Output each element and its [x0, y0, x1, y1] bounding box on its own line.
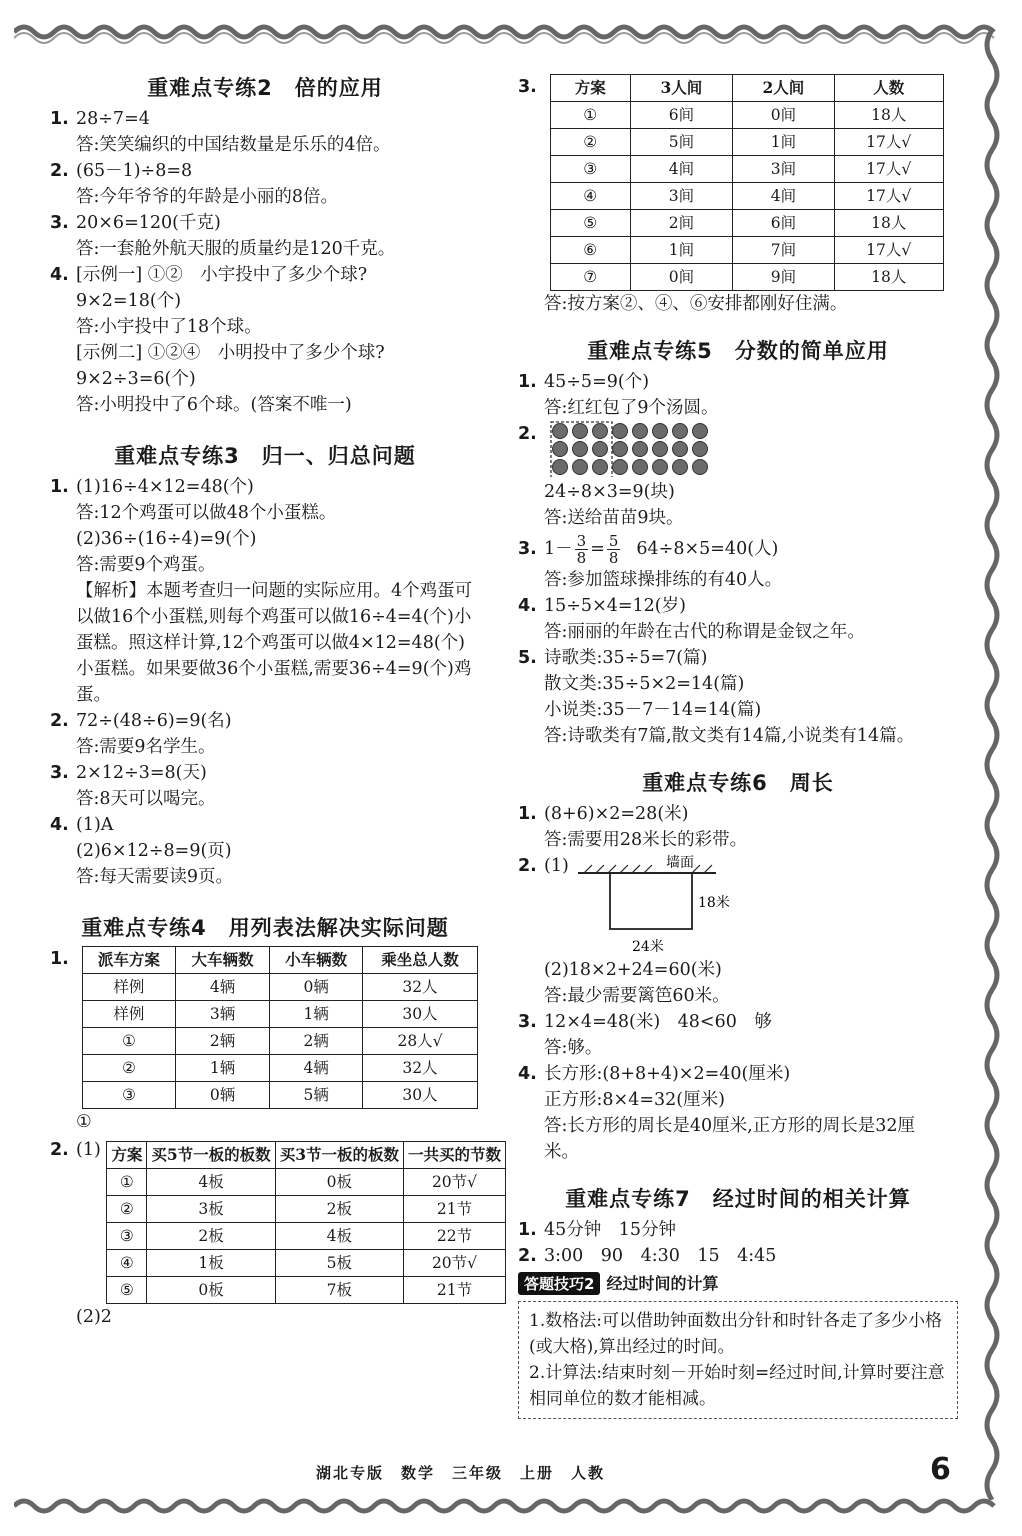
equation: (65－1)÷8=8 — [76, 161, 193, 181]
dot — [632, 460, 647, 475]
answer: 答:一套舱外航天服的质量约是120千克。 — [76, 239, 396, 259]
dot — [652, 424, 667, 439]
question-number: 3. — [518, 539, 537, 559]
table-cell: ② — [550, 129, 630, 156]
table-cell: 30人 — [363, 1082, 477, 1109]
table-row — [550, 102, 943, 129]
sub-question: (1) — [76, 1140, 101, 1160]
top-border — [14, 20, 1008, 44]
fraction — [607, 533, 621, 566]
question-number: 1. — [50, 477, 69, 497]
table-cell: 28人√ — [363, 1028, 477, 1055]
question-number: 2. — [50, 711, 69, 731]
answer: 45分钟 15分钟 — [544, 1220, 677, 1240]
table-cell: 4间 — [732, 183, 834, 210]
tip-title: 经过时间的计算 — [606, 1274, 719, 1293]
answer: 答:今年爷爷的年龄是小丽的8倍。 — [76, 187, 339, 207]
bottom-length-label: 24米 — [632, 939, 664, 955]
table-cell: 17人√ — [834, 237, 943, 264]
numerator: 3 — [576, 532, 587, 550]
answer: 答:每天需要读9页。 — [76, 867, 234, 887]
table-cell: 0辆 — [269, 974, 363, 1001]
table-cell: 0辆 — [176, 1082, 270, 1109]
table-row — [550, 129, 943, 156]
section-title-2: 重难点专练2 倍的应用 — [147, 76, 383, 100]
denominator: 8 — [576, 549, 587, 567]
table-cell: 4板 — [275, 1223, 403, 1250]
equation: 15÷5×4=12(岁) — [544, 596, 686, 616]
dot — [672, 424, 687, 439]
table-row — [82, 1055, 477, 1082]
table-row — [550, 183, 943, 210]
equation: 64÷8×5=40(人) — [636, 539, 779, 559]
answer: 答:丽丽的年龄在古代的称谓是金钗之年。 — [544, 622, 865, 642]
right-border — [978, 30, 1008, 1500]
question-number: 5. — [518, 648, 537, 668]
dot — [552, 442, 567, 457]
question-number: 1. — [518, 804, 537, 824]
table-row — [107, 1250, 506, 1277]
footer: 湖北专版 数学 三年级 上册 人教 — [316, 1464, 606, 1482]
table-cell: 2板 — [147, 1223, 275, 1250]
section-title-3: 重难点专练3 归一、归总问题 — [114, 444, 416, 468]
table-header-cell: 一共买的节数 — [403, 1142, 505, 1169]
table-cell: 6间 — [732, 210, 834, 237]
table-cell: 32人 — [363, 1055, 477, 1082]
table-cell: 7间 — [732, 237, 834, 264]
equation: 12×4=48(米) 48<60 够 — [544, 1012, 772, 1032]
dot-grid — [550, 421, 720, 477]
table-cell: 3间 — [732, 156, 834, 183]
question-number: 1. — [518, 1220, 537, 1240]
answer: 答:参加篮球操排练的有40人。 — [544, 570, 783, 590]
answer: 答:笑笑编织的中国结数量是乐乐的4倍。 — [76, 135, 391, 155]
section-title-5: 重难点专练5 分数的简单应用 — [587, 339, 889, 363]
tip-box — [518, 1301, 958, 1419]
dot — [652, 442, 667, 457]
table-cell: 0间 — [630, 264, 732, 291]
answer: 答:小明投中了6个球。(答案不唯一) — [76, 395, 352, 415]
table-cell: ③ — [107, 1223, 147, 1250]
answer: 答:送给苗苗9块。 — [544, 508, 684, 528]
dot — [632, 424, 647, 439]
equation: (8+6)×2=28(米) — [544, 804, 689, 824]
dot — [692, 460, 707, 475]
fence-rectangle — [610, 873, 692, 929]
dot — [592, 442, 607, 457]
side-length-label: 18米 — [698, 895, 730, 911]
equation: (1)16÷4×12=48(个) — [76, 477, 254, 497]
analysis-text: 【解析】本题考查归一问题的实际应用。4个鸡蛋可以做16个小蛋糕,则每个鸡蛋可以做16÷4=4(个)小蛋糕。照这样计算,12个鸡蛋可以做4×12=48(个)小蛋糕。如果要做36个小蛋糕,需要36÷4=9(个)鸡蛋。 — [76, 581, 473, 705]
table-row — [107, 1196, 506, 1223]
table-cell: 9间 — [732, 264, 834, 291]
choice-answer: (1)A — [76, 815, 114, 835]
dot — [672, 442, 687, 457]
answer: 答:12个鸡蛋可以做48个小蛋糕。 — [76, 503, 337, 523]
table-cell: 20节√ — [403, 1250, 505, 1277]
table-header-cell: 方案 — [550, 75, 630, 102]
equation: 正方形:8×4=32(厘米) — [544, 1090, 725, 1110]
table-cell: 2辆 — [176, 1028, 270, 1055]
table-cell: 1辆 — [269, 1001, 363, 1028]
table-cell: 2间 — [630, 210, 732, 237]
table-row — [550, 210, 943, 237]
question-number: 2. — [50, 1140, 69, 1160]
sub-question: (1) — [544, 856, 569, 876]
dot — [612, 460, 627, 475]
question-number: 2. — [518, 856, 537, 876]
table-cell: ⑦ — [550, 264, 630, 291]
equation: (2)6×12÷8=9(页) — [76, 841, 232, 861]
table-cell: 21节 — [403, 1196, 505, 1223]
question-number: 4. — [50, 265, 69, 285]
table-cell: 4板 — [147, 1169, 275, 1196]
table-cell: 样例 — [82, 974, 176, 1001]
table-row — [107, 1169, 506, 1196]
table-cell: ⑥ — [550, 237, 630, 264]
equation: (2)18×2+24=60(米) — [544, 960, 722, 980]
equation: 20×6=120(千克) — [76, 213, 221, 233]
table-header-row — [107, 1142, 506, 1169]
table-header-cell: 人数 — [834, 75, 943, 102]
table-cell: ⑤ — [107, 1277, 147, 1304]
table-cell: 30人 — [363, 1001, 477, 1028]
dot — [552, 460, 567, 475]
table-cell: 0间 — [732, 102, 834, 129]
equation: 45÷5=9(个) — [544, 372, 650, 392]
answer: 答:需要9名学生。 — [76, 737, 216, 757]
tip-item: 2.计算法:结束时刻－开始时刻=经过时间,计算时要注意相同单位的数才能相减。 — [529, 1363, 945, 1409]
table-row — [550, 237, 943, 264]
equation: 小说类:35－7－14=14(篇) — [544, 700, 762, 720]
table-cell: ① — [107, 1169, 147, 1196]
equation: 2×12÷3=8(天) — [76, 763, 207, 783]
answer: 答:按方案②、④、⑥安排都刚好住满。 — [544, 294, 848, 314]
question-number: 2. — [50, 161, 69, 181]
equals-sign: = — [590, 539, 605, 559]
table-header-row — [550, 75, 943, 102]
dot — [592, 424, 607, 439]
table-cell: 17人√ — [834, 156, 943, 183]
answer: 答:需要9个鸡蛋。 — [76, 555, 216, 575]
table-cell: 5板 — [275, 1250, 403, 1277]
answer: (2)2 — [76, 1307, 112, 1327]
table-row — [550, 264, 943, 291]
equation: (2)36÷(16÷4)=9(个) — [76, 529, 257, 549]
question-number: 1. — [50, 109, 69, 129]
answer: 答:够。 — [544, 1038, 603, 1058]
equation: 72÷(48÷6)=9(名) — [76, 711, 232, 731]
fence-diagram — [574, 853, 774, 957]
dot — [572, 460, 587, 475]
question-number: 1. — [50, 949, 69, 969]
dispatch-table — [82, 946, 478, 1109]
answer: 答:红红包了9个汤圆。 — [544, 398, 719, 418]
table-cell: 4间 — [630, 156, 732, 183]
table-header-cell: 乘坐总人数 — [363, 947, 477, 974]
section-title-4: 重难点专练4 用列表法解决实际问题 — [81, 916, 449, 940]
table-row — [82, 1001, 477, 1028]
table-row — [82, 974, 477, 1001]
equation: 诗歌类:35÷5=7(篇) — [544, 648, 708, 668]
numerator: 5 — [608, 532, 619, 550]
table-header-cell: 买3节一板的板数 — [275, 1142, 403, 1169]
tip-badge: 答题技巧2 — [518, 1272, 600, 1295]
table-cell: 2板 — [275, 1196, 403, 1223]
question-number: 3. — [518, 1012, 537, 1032]
answer: 答:小宇投中了18个球。 — [76, 317, 262, 337]
equation: 9×2=18(个) — [76, 291, 182, 311]
table-cell: ② — [107, 1196, 147, 1223]
example-text: [示例一] ①② 小宇投中了多少个球? — [76, 265, 368, 285]
dot — [572, 442, 587, 457]
example-text: [示例二] ①②④ 小明投中了多少个球? — [76, 343, 385, 363]
right-column — [518, 74, 958, 1419]
table-cell: 18人 — [834, 102, 943, 129]
dot — [552, 424, 567, 439]
answer: 答:长方形的周长是40厘米,正方形的周长是32厘米。 — [544, 1116, 915, 1162]
table-cell: ④ — [107, 1250, 147, 1277]
question-number: 3. — [50, 763, 69, 783]
table-cell: 6间 — [630, 102, 732, 129]
purchase-table — [106, 1141, 506, 1304]
dot — [692, 442, 707, 457]
table-cell: 0板 — [275, 1169, 403, 1196]
table-cell: ③ — [550, 156, 630, 183]
question-number: 3. — [518, 77, 537, 97]
equation: 9×2÷3=6(个) — [76, 369, 196, 389]
dot — [572, 424, 587, 439]
bottom-border — [14, 1494, 1008, 1518]
fraction — [575, 533, 589, 566]
table-cell: ④ — [550, 183, 630, 210]
dot — [652, 460, 667, 475]
table-cell: ⑤ — [550, 210, 630, 237]
question-number: 4. — [518, 1064, 537, 1084]
question-number: 4. — [518, 596, 537, 616]
section-title-7: 重难点专练7 经过时间的相关计算 — [565, 1187, 911, 1211]
table-cell: 2辆 — [269, 1028, 363, 1055]
question-number: 1. — [518, 372, 537, 392]
table-cell: 5辆 — [269, 1082, 363, 1109]
equation: 长方形:(8+8+4)×2=40(厘米) — [544, 1064, 791, 1084]
denominator: 8 — [608, 549, 619, 567]
equation-prefix: 1－ — [544, 539, 573, 559]
left-column — [50, 70, 501, 1330]
room-table — [550, 74, 944, 291]
table-cell: 4辆 — [269, 1055, 363, 1082]
table-cell: 18人 — [834, 210, 943, 237]
table-cell: 样例 — [82, 1001, 176, 1028]
table-header-row — [82, 947, 477, 974]
page-number: 6 — [930, 1452, 951, 1487]
table-header-cell: 小车辆数 — [269, 947, 363, 974]
table-cell: 3间 — [630, 183, 732, 210]
answer: ① — [76, 1112, 92, 1132]
table-row — [82, 1082, 477, 1109]
table-cell: 21节 — [403, 1277, 505, 1304]
table-cell: ② — [82, 1055, 176, 1082]
question-number: 3. — [50, 213, 69, 233]
answer: 答:最少需要篱笆60米。 — [544, 986, 730, 1006]
table-header-cell: 大车辆数 — [176, 947, 270, 974]
tip-header — [518, 1271, 958, 1295]
tip-item: 1.数格法:可以借助钟面数出分针和时针各走了多少小格(或大格),算出经过的时间。 — [529, 1311, 942, 1357]
table-row — [107, 1277, 506, 1304]
table-cell: 1间 — [630, 237, 732, 264]
table-cell: 20节√ — [403, 1169, 505, 1196]
answer: 3:00 90 4:30 15 4:45 — [544, 1246, 777, 1266]
table-cell: 32人 — [363, 974, 477, 1001]
table-cell: 1板 — [147, 1250, 275, 1277]
table-cell: ③ — [82, 1082, 176, 1109]
table-row — [550, 156, 943, 183]
table-cell: 17人√ — [834, 183, 943, 210]
table-cell: 22节 — [403, 1223, 505, 1250]
question-number: 2. — [518, 424, 537, 444]
table-header-cell: 买5节一板的板数 — [147, 1142, 275, 1169]
equation: 散文类:35÷5×2=14(篇) — [544, 674, 745, 694]
table-row — [82, 1028, 477, 1055]
dot — [612, 424, 627, 439]
table-cell: 4辆 — [176, 974, 270, 1001]
question-number: 4. — [50, 815, 69, 835]
table-header-cell: 2人间 — [732, 75, 834, 102]
table-cell: 1间 — [732, 129, 834, 156]
section-title-6: 重难点专练6 周长 — [642, 771, 834, 795]
table-header-cell: 3人间 — [630, 75, 732, 102]
dot — [592, 460, 607, 475]
table-header-cell: 派车方案 — [82, 947, 176, 974]
question-number: 2. — [518, 1246, 537, 1266]
table-cell: 5间 — [630, 129, 732, 156]
table-cell: ① — [550, 102, 630, 129]
answer: 答:诗歌类有7篇,散文类有14篇,小说类有14篇。 — [544, 726, 915, 746]
dot — [632, 442, 647, 457]
table-cell: 18人 — [834, 264, 943, 291]
equation: 28÷7=4 — [76, 109, 150, 129]
table-row — [107, 1223, 506, 1250]
wall-label: 墙面 — [666, 855, 694, 871]
dot — [672, 460, 687, 475]
table-cell: 17人√ — [834, 129, 943, 156]
table-cell: 1辆 — [176, 1055, 270, 1082]
table-cell: 0板 — [147, 1277, 275, 1304]
table-header-cell: 方案 — [107, 1142, 147, 1169]
equation: 24÷8×3=9(块) — [544, 482, 675, 502]
dot — [692, 424, 707, 439]
table-cell: 3辆 — [176, 1001, 270, 1028]
table-cell: 7板 — [275, 1277, 403, 1304]
table-cell: ① — [82, 1028, 176, 1055]
answer: 答:8天可以喝完。 — [76, 789, 216, 809]
table-cell: 3板 — [147, 1196, 275, 1223]
answer: 答:需要用28米长的彩带。 — [544, 830, 748, 850]
dot — [612, 442, 627, 457]
